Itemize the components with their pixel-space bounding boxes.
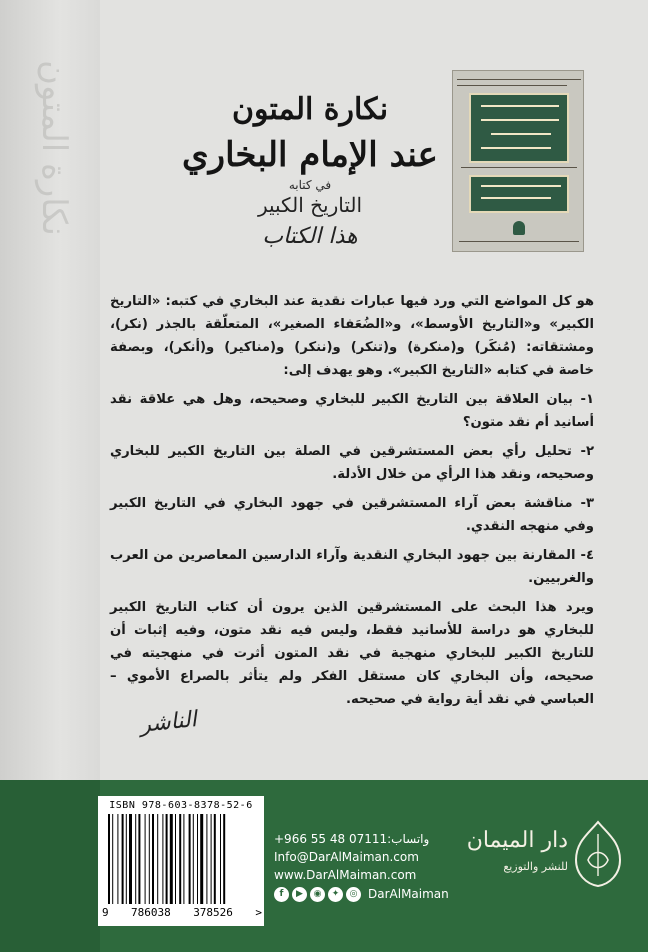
back-spine-edge — [0, 0, 100, 780]
publisher-tagline: للنشر والتوزيع — [503, 860, 568, 873]
book-title-line1: نكارة المتون — [231, 92, 389, 127]
barcode-bar — [126, 814, 127, 904]
barcode-bar — [211, 814, 212, 904]
barcode — [98, 796, 264, 926]
blurb-item-4: ٤- المقارنة بين جهود البخاري النقدية وآراء الدارسين المعاصرين من العرب والغربيين. — [110, 548, 594, 586]
barcode-bar — [129, 814, 132, 904]
publisher-name: دار الميمان — [466, 828, 568, 853]
barcode-bar — [122, 814, 124, 904]
barcode-bar — [189, 814, 191, 904]
social-row — [274, 885, 464, 903]
footer-spine-shadow — [0, 780, 100, 952]
barcode-bar — [145, 814, 146, 904]
barcode-bar — [197, 814, 198, 904]
publisher-signature: الناشر — [138, 707, 198, 738]
book-title-prefix: في كتابه — [288, 178, 332, 192]
email-link[interactable]: Info@DarAlMaiman.com — [274, 850, 419, 864]
title-block — [170, 90, 450, 252]
barcode-bar — [220, 814, 221, 904]
whatsapp-label: واتساب: — [387, 832, 430, 846]
instagram-icon[interactable]: ◎ — [346, 887, 361, 902]
isbn-label: ISBN 978-603-8378-52-6 — [109, 800, 253, 811]
barcode-bar — [135, 814, 136, 904]
barcode-bar — [183, 814, 184, 904]
blurb-conclusion: ويرد هذا البحث على المستشرقين الذين يرون أن كتاب التاريخ الكبير للبخاري هو دراسة للأسانيد فقط، وليس فيه نقد متون، وفيه إثبات أن للتاريخ الكبير للبخاري منهجية في نقد المتون أثرت في منهجيته في صحيحه، وأن البخاري كان مستقل الفكر ولم يتأثر بالصراع الأموي – العباسي في نقد أية رواية في صحيحه. — [110, 600, 594, 707]
barcode-bar — [117, 814, 118, 904]
barcode-bars — [106, 814, 258, 904]
barcode-bar — [166, 814, 168, 904]
facebook-icon[interactable]: f — [274, 887, 289, 902]
barcode-digit-group: 378526 — [193, 906, 233, 919]
barcode-bar — [179, 814, 181, 904]
barcode-bar — [162, 814, 163, 904]
youtube-icon[interactable]: ▶ — [292, 887, 307, 902]
barcode-bar — [157, 814, 158, 904]
barcode-bar — [223, 814, 225, 904]
barcode-digit-group: > — [255, 906, 262, 919]
barcode-bar — [108, 814, 110, 904]
barcode-bar — [200, 814, 203, 904]
whatsapp-number[interactable]: +966 55 48 07111 — [274, 832, 388, 846]
seal-icon — [513, 221, 525, 235]
contact-info — [274, 830, 464, 903]
book-title-line3: التاريخ الكبير — [257, 193, 363, 217]
barcode-bar — [193, 814, 194, 904]
blurb-intro: هو كل المواضع التي ورد فيها عبارات نقدية عند البخاري في كتبه: «التاريخ الكبير» و«التاريخ الأوسط»، و«الضُعَفاء الصغير»، المتعلّقة بالجذر (نكر)، ومشتقاته: (مُنكَر) و(منكرة) و(تنكر) و(ننكر) و(مناكير) و(أنكر)، وبصفة خاصة في كتابه «التاريخ الكبير». وهو يهدف إلى: — [110, 294, 594, 378]
website-link[interactable]: www.DarAlMaiman.com — [274, 868, 417, 882]
book-title-line2: عند الإمام البخاري — [182, 135, 438, 175]
twitter-icon[interactable]: ✦ — [328, 887, 343, 902]
blurb-item-1: ١- بيان العلاقة بين التاريخ الكبير للبخاري وصحيحه، وهل هي علاقة نقد أسانيد أم نقد متون؟ — [110, 392, 594, 430]
barcode-bar — [138, 814, 140, 904]
publisher-logo — [466, 820, 626, 890]
barcode-bar — [206, 814, 207, 904]
barcode-bar — [149, 814, 150, 904]
blurb-item-2: ٢- تحليل رأي بعض المستشرقين في الصلة بين التاريخ الكبير للبخاري وصحيحه، ونقد هذا الرأي من خلال الأدلة. — [110, 444, 594, 482]
social-handle[interactable]: DarAlMaiman — [368, 887, 449, 901]
manuscript-thumbnail — [452, 70, 584, 252]
spine-ghost-title: نكارة المتون — [34, 60, 74, 236]
publisher-emblem-icon — [570, 820, 626, 888]
blurb-text — [110, 290, 594, 717]
barcode-bar — [175, 814, 176, 904]
barcode-digits — [102, 906, 262, 919]
barcode-bar — [214, 814, 216, 904]
barcode-digit-group: 786038 — [131, 906, 171, 919]
blurb-item-3: ٣- مناقشة بعض آراء المستشرقين في جهود البخاري في التاريخ الكبير وفي منهجه النقدي. — [110, 496, 594, 534]
snapchat-icon[interactable]: ◉ — [310, 887, 325, 902]
section-heading: هذا الكتاب — [262, 224, 358, 249]
barcode-bar — [152, 814, 154, 904]
whatsapp-row — [274, 830, 464, 848]
barcode-bar — [170, 814, 173, 904]
barcode-bar — [112, 814, 113, 904]
barcode-digit-group: 9 — [102, 906, 109, 919]
